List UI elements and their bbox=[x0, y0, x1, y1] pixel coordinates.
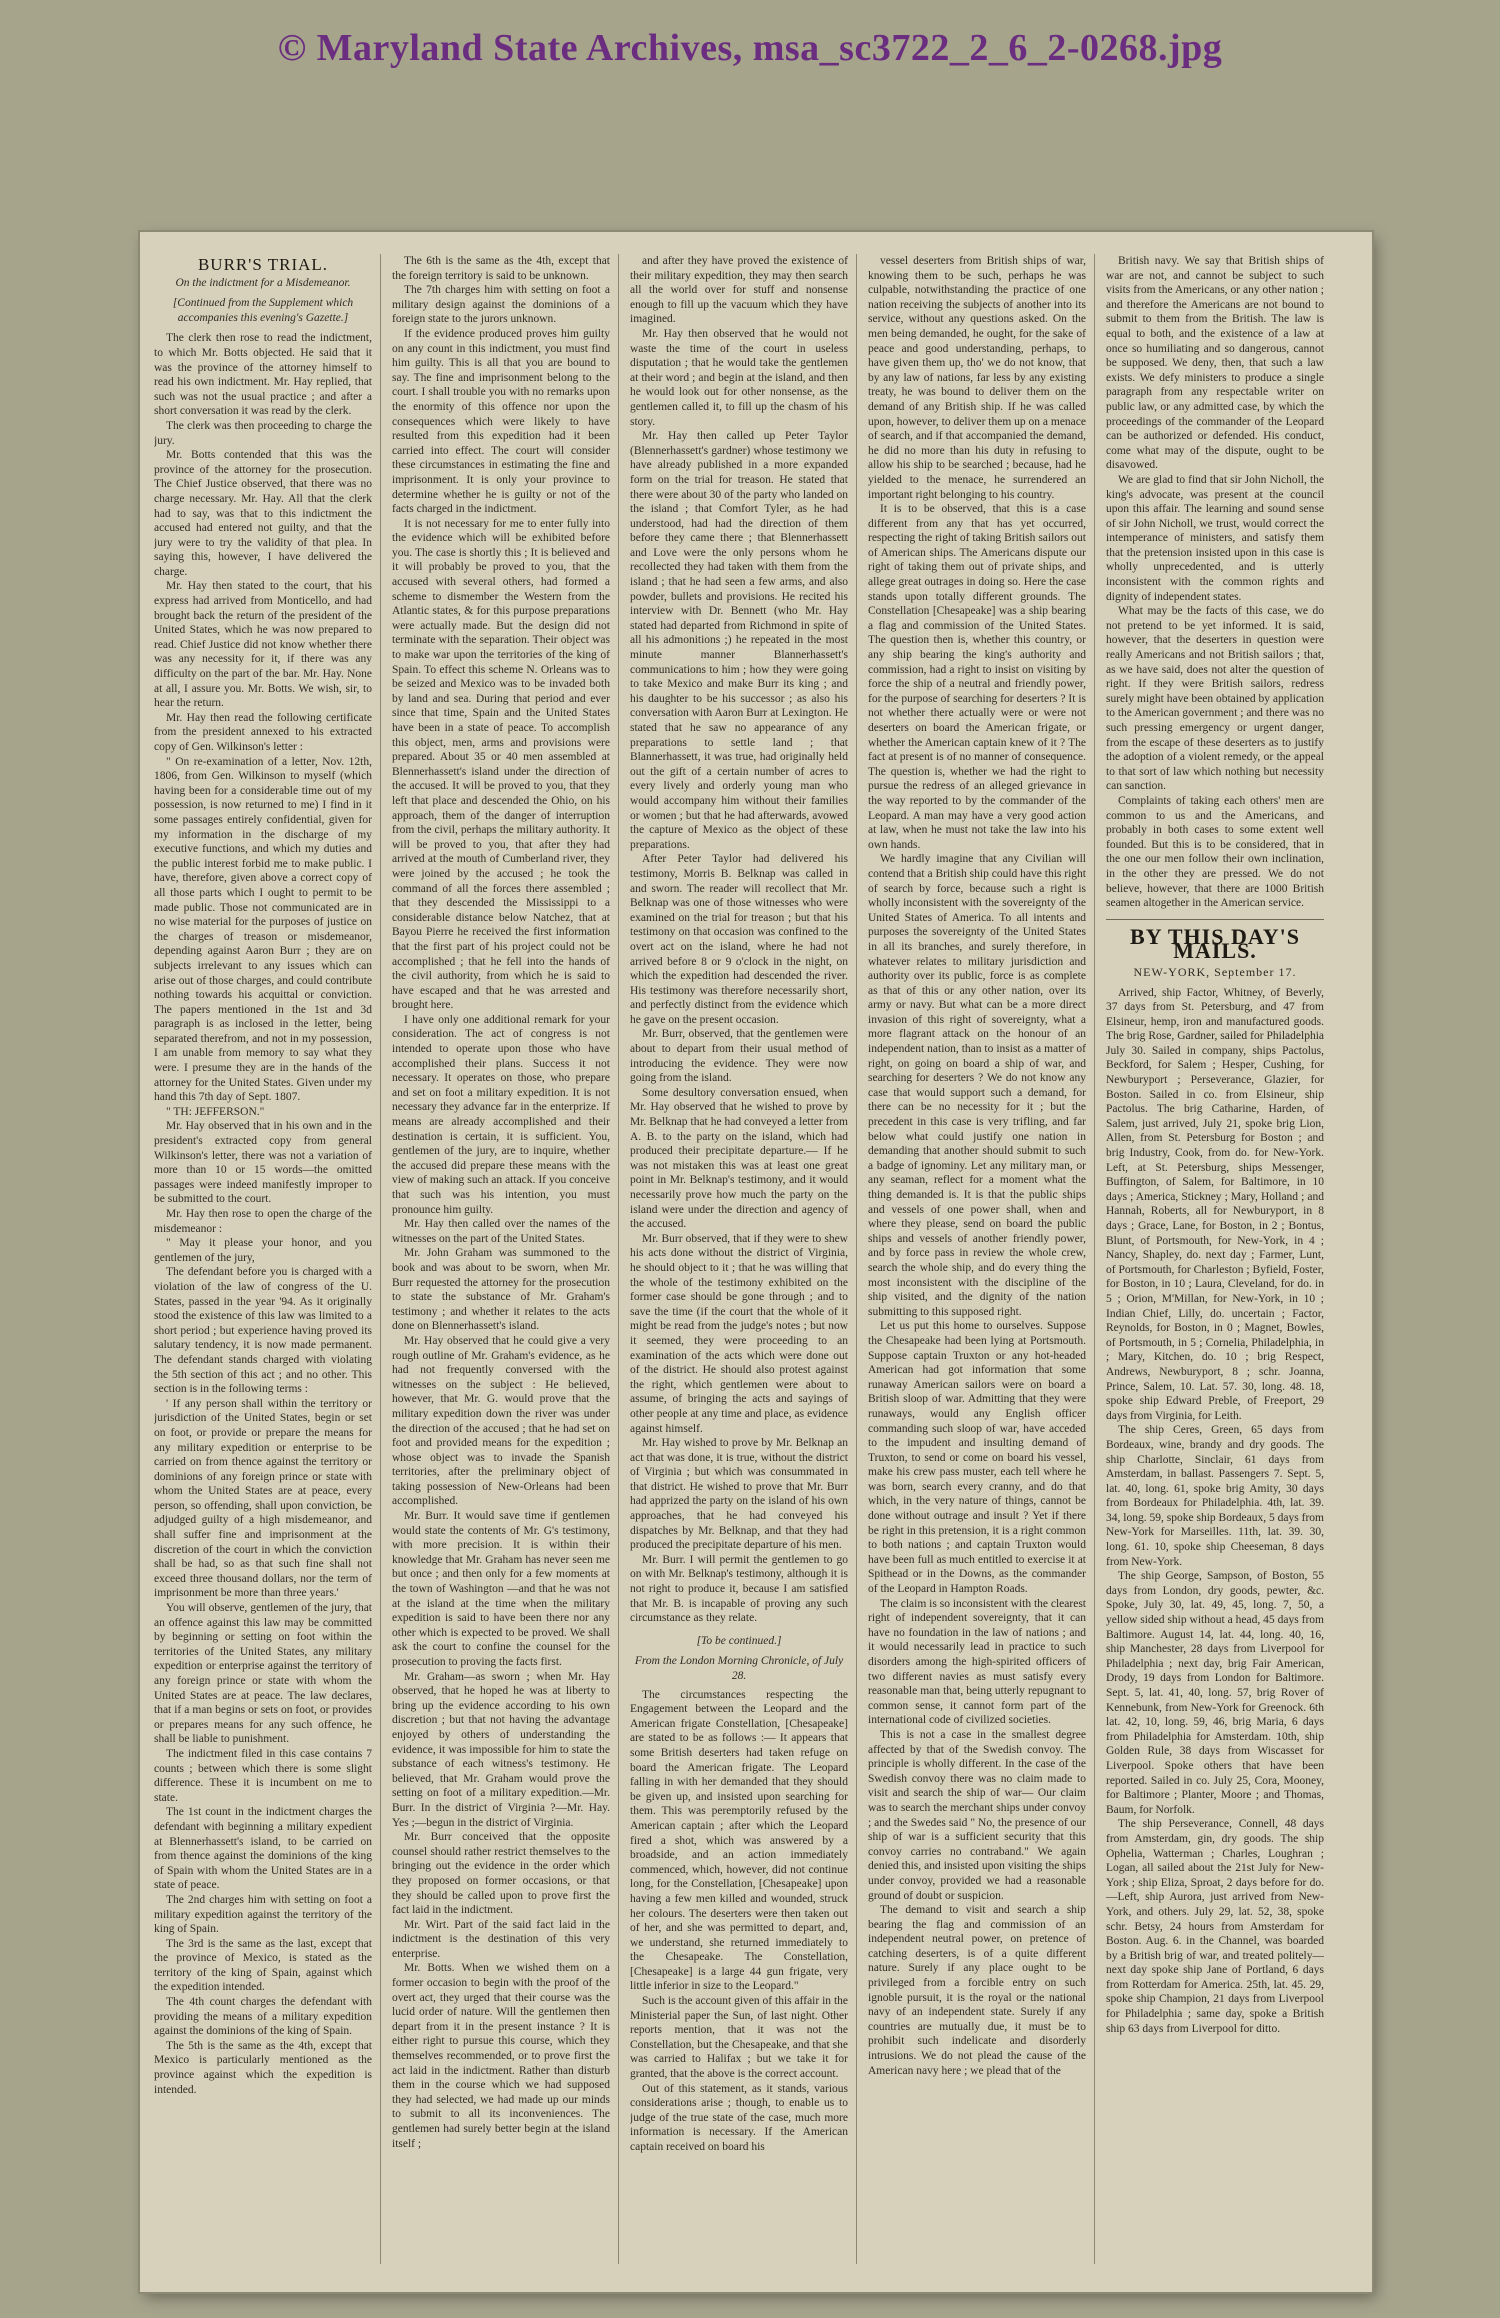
dateline: NEW-YORK, September 17. bbox=[1133, 964, 1297, 979]
paragraph: Let us put this home to ourselves. Suppose the Chesapeake had been lying at Portsmouth. Suppose captain Truxton or any hot-headed American had got information that some runaway American sailors were on board a British sloop of war. Admitting that they were runaways, would any English officer commanding such sloop of war, have acceded to the impudent and insulting demand of Truxton, to send or come on board his vessel, make his crew pass muster, each tell where he was born, search every cranny, and do that which, in the very nature of things, cannot be done without outrage and insult ? Yet if there be right in this pretension, it is a right common to both nations ; and captain Truxton would have been full as much entitled to exercise it at Spithead or in the Downs, as the commander of the Leopard in Hampton Roads. bbox=[868, 1320, 1086, 1596]
paragraph: ' If any person shall within the territory or jurisdiction of the United States, begin or set on foot, or provide or prepare the means for any military expedition or enterprise to be carried on from thence against the territory or dominions of any foreign prince or state with whom the United States are at peace, every person, so offending, shall upon conviction, be adjudged guilty of a high misdemeanor, and shall suffer fine and imprisonment at the discretion of the court in which the conviction shall be had, so as that such fine shall not exceed three thousand dollars, nor the term of imprisonment be more than three years.' bbox=[154, 1397, 372, 1600]
paragraph: " On re-examination of a letter, Nov. 12th, 1806, from Gen. Wilkinson to myself (which having been for a considerable time out of my possession, is now returned to me) I find in it some passages entirely confidential, given for my information in the discharge of my executive functions, and which my duties and the public interest forbid me to make public. I have, therefore, given above a correct copy of all those parts which I ought to permit to be made public. Those not communicated are in no wise material for the purposes of justice on the charges of treason or misdemeanor, depending against Aaron Burr ; they are on subjects irrelevant to any issues which can arise out of those charges, and could contribute nothing towards his acquittal or conviction. The papers mentioned in the 1st and 3d paragraph is as inclosed in the letter, being separated therefrom, and not in my possession, I am unable from memory to say what they were. I presume they are in the hands of the attorney for the United States. Given under my hand this 7th day of Sept. 1807. bbox=[154, 755, 372, 1104]
paragraph: Mr. Burr conceived that the opposite counsel should rather restrict themselves to the bringing out the evidence in the order which they proposed on former occasions, or that they should be called upon to prove first the fact laid in the indictment. bbox=[392, 1831, 610, 1917]
paragraph-list bbox=[868, 254, 1086, 2078]
paragraph-list bbox=[154, 331, 372, 2097]
paragraph: The 6th is the same as the 4th, except that the foreign territory is said to be unknown. bbox=[392, 255, 610, 282]
paragraph: The ship Ceres, Green, 65 days from Bordeaux, wine, brandy and dry goods. The ship Charlotte, Sinclair, 61 days from Amsterdam, in ballast. Passengers 7. Sept. 5, lat. 40, long. 61, spoke brig Amity, 30 days from Bordeaux for Philadelphia. 4th, lat. 39. 34, long. 59, spoke ship Bordeaux, 5 days from New-York for Marseilles. 11th, lat. 39. 30, long. 61. 10, spoke ship Cheeseman, 8 days from New-York. bbox=[1106, 1424, 1324, 1568]
archive-watermark: © Maryland State Archives, msa_sc3722_2_6_2-0268.jpg bbox=[277, 27, 1223, 69]
paragraph-list bbox=[630, 254, 848, 1626]
paragraph: The 1st count in the indictment charges the defendant with beginning a military expedient at Blennerhassett's island, to be carried on from thence against the dominions of the king of Spain with whom the United States are in a state of peace. bbox=[154, 1806, 372, 1892]
paragraph: Mr. Botts. When we wished them on a former occasion to begin with the proof of the overt act, they urged that their course was the lucid order of nature. Will the gentlemen then depart from it in the present instance ? It is either right to pursue this course, which they themselves recommended, or to prove first the act laid in the indictment. Rather than disturb them in the course which we had supposed they had selected, we had made up our minds to submit to all its inconveniences. The gentlemen had surely better begin at the island itself ; bbox=[392, 1962, 610, 2150]
column-divider bbox=[618, 254, 619, 2264]
paragraph: Mr. Burr. I will permit the gentlemen to go on with Mr. Belknap's testimony, although it is not right to produce it, because I am satisfied that Mr. B. is incapable of proving any such circumstance as they relate. bbox=[630, 1553, 848, 1625]
paragraph: Mr. Hay then rose to open the charge of the misdemeanor : bbox=[154, 1208, 372, 1235]
source-line: From the London Morning Chronicle, of July 28. bbox=[634, 1655, 844, 1682]
paragraph: Mr. Graham—as sworn ; when Mr. Hay observed, that he hoped he was at liberty to bring up the evidence according to his own discretion ; but that not having the advantage enjoyed by others of understanding the evidence, it was impossible for him to state the substance of each witness's testimony. He believed, that Mr. Graham would prove the setting on foot of a military expedition.—Mr. Burr. In the district of Virginia ?—Mr. Hay. Yes ;—begun in the district of Virginia. bbox=[392, 1670, 610, 1829]
paragraph: Mr. Hay then read the following certificate from the president annexed to his extracted copy of Gen. Wilkinson's letter : bbox=[154, 711, 372, 753]
paragraph: The clerk was then proceeding to charge the jury. bbox=[154, 419, 372, 447]
paragraph: Mr. Hay wished to prove by Mr. Belknap an act that was done, it is true, without the district of Virginia ; but which was consummated in that district. He wished to prove that Mr. Burr had apprized the party on the island of his own approaches, that he had conveyed his dispatches by Mr. Belknap, and that they had produced the precipitate departure of his men. bbox=[630, 1437, 848, 1552]
column-divider bbox=[1094, 254, 1095, 2264]
paragraph: Out of this statement, as it stands, various considerations arise ; though, to enable us to judge of the true state of the case, much more information is necessary. If the American captain received on board his bbox=[630, 2082, 848, 2153]
paragraph: The 4th count charges the defendant with providing the means of a military expedition against the dominions of the king of Spain. bbox=[154, 1996, 372, 2038]
paragraph-list bbox=[630, 1688, 848, 2155]
column-5 bbox=[1106, 254, 1324, 2264]
column-3 bbox=[630, 254, 848, 2264]
article-subheading: On the indictment for a Misdemeanor. bbox=[175, 276, 351, 289]
paragraph: Mr. Hay then observed that he would not waste the time of the court in useless disputation ; that he would take the gentlemen at their word ; and begin at the island, and then he would look out for other nonsense, as the gentlemen called it, to fill up the chasm of his story. bbox=[630, 327, 848, 428]
paragraph-list bbox=[1106, 986, 1324, 2037]
paragraph: Mr. Burr observed, that if they were to shew his acts done without the district of Virginia, he should object to it ; that he was willing that the whole of the testimony exhibited on the former case should be gone through ; and to save the time (if the court that the whole of it might be read from the judge's notes ; but now it seemed, they were proceeding to an examination of the acts which were done out of the district. He should also protest against the right, which gentlemen were about to assume, of bringing the acts and sayings of other people at any time and place, as evidence against himself. bbox=[630, 1232, 848, 1435]
paragraph: The 2nd charges him with setting on foot a military expedition against the territory of the king of Spain. bbox=[154, 1893, 372, 1936]
paragraph: I have only one additional remark for your consideration. The act of congress is not intended to operate upon those who have accomplished their plans. Success it not necessary. It operates on those, who prepare and set on foot a military expedition. It is not necessary they advance far in the enterprize. If means are already accomplished and their destination is certain, it is sufficient. You, gentlemen of the jury, are to inquire, whether the accused did prepare these means with the view of making such an attack. If you conceive that such was his intention, you must pronounce him guilty. bbox=[392, 1013, 610, 1216]
paragraph: The ship George, Sampson, of Boston, 55 days from London, dry goods, pewter, &c. Spoke, July 30, lat. 49, 45, long. 7, 50, a yellow sided ship without a head, 45 days from Baltimore. August 14, lat. 44, long. 40, 16, ship Manchester, 28 days from Liverpool for Philadelphia ; next day, brig Fair American, Drody, 19 days from London for Baltimore. Sept. 5, lat. 41, 40, long. 57, brig Rover of Kennebunk, from New-York for Greenock. 6th lat. 42, 10, long. 59, 46, brig Maria, 6 days from Philadelphia for Amsterdam. 10th, ship Golden Rule, 38 days from Wiscasset for Liverpool. Spoke others that have been reported. Sailed in co. July 25, Cora, Mooney, for Baltimore ; Planter, Moore ; and Thomas, Baum, for Norfolk. bbox=[1106, 1570, 1324, 1816]
paragraph: You will observe, gentlemen of the jury, that an offence against this law may be committed by beginning or setting on foot within the territories of the United States, any military expedition or enterprise against the territory of any foreign prince or state with whom the United States are at peace. The law declares, that if a man begins or sets on foot, or provides or prepares means for any such offence, he shall be liable to punishment. bbox=[154, 1602, 372, 1746]
article-heading: BURR'S TRIAL. bbox=[197, 255, 329, 274]
paragraph: Mr. Hay observed that in his own and in the president's extracted copy from general Wilkinson's letter, there was not a variation of more than 10 or 15 words—the omitted passages were indeed manifestly improper to be submitted to the court. bbox=[154, 1120, 372, 1206]
paragraph: After Peter Taylor had delivered his testimony, Morris B. Belknap was called in and sworn. The reader will recollect that Mr. Belknap was one of those witnesses who were examined on the trial for treason ; but that his testimony on that occasion was confined to the overt act on the island, where he had not arrived before 8 or 9 o'clock in the night, on which the expedition had descended the river. His testimony was therefore necessarily short, and perfectly distinct from the evidence which he gave on the present occasion. bbox=[630, 853, 848, 1026]
paragraph: Some desultory conversation ensued, when Mr. Hay observed that he wished to prove by Mr. Belknap that he had conveyed a letter from A. B. to the party on the island, which had produced their precipitate departure.— If he was not mistaken this was at least one great point in Mr. Belknap's testimony, and it would necessarily prove how much the party on the island were under the direction and agency of the accused. bbox=[630, 1086, 848, 1231]
paragraph: We hardly imagine that any Civilian will contend that a British ship could have this right of search by force, because such a right is wholly inconsistent with the sovereignty of the United States of America. To all intents and purposes the sovereignty of the United States in all its branches, and surely therefore, in whatever relates to military jurisdiction and authority over its public, force is as complete as that of this or any other nation, over its army or navy. But what can be a more direct invasion of this right of sovereignty, what a more flagrant attack on the honour of an independent nation, than to insist as a matter of right, on going on board a ship of war, and searching for deserters ? We do not know any case that would support such a demand, for there can be no necessity for it ; but the precedent in this case is very trifling, and far below what could justify one nation in demanding that another should submit to such a badge of ignominy. Let any military man, or any seaman, reflect for a moment what the thing demanded is. It is that the public ships and vessels of one power shall, when and where they please, send on board the public ships and vessels of another friendly power, and by force pass in review the whole crew, search the whole ship, and do every thing the most inconsistent with the discipline of the ship visited, and the dignity of the nation submitting to this supposed right. bbox=[868, 853, 1086, 1318]
newspaper-page bbox=[140, 232, 1372, 2292]
column-2 bbox=[392, 254, 610, 2264]
paragraph: " TH: JEFFERSON." bbox=[166, 1105, 265, 1118]
mails-heading: BY THIS DAY'S MAILS. bbox=[1106, 919, 1324, 959]
paragraph: Mr. Hay observed that he could give a very rough outline of Mr. Graham's evidence, as he had not frequently conversed with the witnesses on the subject : He believed, however, that Mr. G. would prove that the military expedition down the river was under the direction of the accused ; that he had set on foot and provided means for the expedition ; whose object was to invade the Spanish territories, after the preliminary object of taking possession of New-Orleans had been accomplished. bbox=[392, 1334, 610, 1508]
paragraph: The ship Perseverance, Connell, 48 days from Amsterdam, gin, dry goods. The ship Ophelia, Watterman ; Charles, Loughran ; Logan, all sailed about the 21st July for New-York ; ship Eliza, Sproat, 2 days before for do.—Left, ship Aurora, just arrived from New-York, and others. July 29, lat. 52, 38, spoke schr. Betsy, 24 hours from Amsterdam for Boston. Aug. 6. in the Channel, was boarded by a British brig of war, and treated politely—next day spoke ship Jane of Portland, 6 days from Rotterdam for America. 25th, lat. 45. 29, spoke ship Champion, 21 days from Liverpool for Philadelphia ; same day, spoke a British ship 63 days from Liverpool for ditto. bbox=[1106, 1818, 1324, 2035]
paragraph: The 3rd is the same as the last, except that the province of Mexico, is stated as the territory of the king of Spain, against which the expedition intended. bbox=[154, 1937, 372, 1994]
paragraph: If the evidence produced proves him guilty on any count in this indictment, you must find him guilty. This is all that you are bound to say. The fine and imprisonment belong to the court. I shall trouble you with no remarks upon the enormity of this offence nor upon the consequences which were likely to have resulted from this expedition had it been carried into effect. The court will consider these circumstances in estimating the fine and imprisonment. It is only your province to determine whether he is guilty or not of the facts charged in the indictment. bbox=[392, 327, 610, 516]
paragraph: The 7th charges him with setting on foot a military design against the dominions of a foreign state to the jurors unknown. bbox=[392, 284, 610, 326]
paragraph: and after they have proved the existence of their military expedition, they may then search all the world over for stuff and nonsense enough to fill up the vacuum which they have imagined. bbox=[630, 255, 848, 326]
paragraph: Mr. Hay then called over the names of the witnesses on the part of the United States. bbox=[392, 1218, 610, 1245]
continued-note: [To be continued.] bbox=[696, 1634, 782, 1647]
paragraph-list bbox=[392, 254, 610, 2151]
paragraph: Mr. Hay then stated to the court, that his express had arrived from Monticello, and had brought back the return of the president of the United States, which he was now prepared to read. Chief Justice did not know whether there was any necessity for it, if there was any difficulty on the part of the bar. Mr. Hay. None at all, I assure you. Mr. Botts. We wish, sir, to hear the return. bbox=[154, 580, 372, 710]
column-4 bbox=[868, 254, 1086, 2264]
column-1 bbox=[154, 254, 372, 2264]
paragraph: British navy. We say that British ships of war are not, and cannot be subject to such visits from the Americans, or any other nation ; and therefore the Americans are not bound to submit to them from the British. The law is equal to both, and the existence of a law at once so humiliating and so dangerous, cannot be supposed. We deny, then, that such a law exists. We defy ministers to produce a single paragraph from any respectable writer on public law, or any admitted case, by which the proceedings of the commander of the Leopard can be authorized or defended. His conduct, come what may of the dispute, ought to be disavowed. bbox=[1106, 255, 1324, 472]
paragraph: Such is the account given of this affair in the Ministerial paper the Sun, of last night. Other reports mention, that it was not the Constellation, but the Chesapeake, and that she was carried to Halifax ; but we take it for granted, that the above is the correct account. bbox=[630, 1995, 848, 2081]
paragraph: The clerk then rose to read the indictment, to which Mr. Botts objected. He said that it was the province of the attorney himself to read his own indictment. Mr. Hay replied, that such was not the usual practice ; and after a short conversation it was read by the clerk. bbox=[154, 332, 372, 418]
paragraph: Mr. John Graham was summoned to the book and was about to be sworn, when Mr. Burr requested the attorney for the prosecution to state the substance of Mr. Graham's testimony ; and whether it relates to the acts done on Blennerhassett's island. bbox=[392, 1247, 610, 1333]
paragraph: The claim is so inconsistent with the clearest right of independent sovereignty, that it can have no foundation in the law of nations ; and it would necessarily lead in practice to such disorders among the high-spirited officers of two different navies as must satisfy every reasonable man that, being utterly repugnant to common sense, it cannot form part of the international code of civilized societies. bbox=[868, 1597, 1086, 1727]
column-divider bbox=[856, 254, 857, 2264]
paragraph: Arrived, ship Factor, Whitney, of Beverly, 37 days from St. Petersburg, and 47 from Elsineur, hemp, iron and manufactured goods. The brig Rose, Gardner, sailed for Philadelphia July 30. Sailed in company, ships Pactolus, Beckford, for Salem ; Hesper, Cushing, for Newburyport ; Perseverance, Glazier, for Boston. Sailed in co. from Elsineur, ship Pactolus. The brig Catharine, Harden, of Salem, just arrived, July 21, spoke brig Lion, Allen, from St. Petersburg for Boston ; and brig Industry, Cook, from do. for New-York. Left, at St. Petersburg, ships Messenger, Buffington, of Salem, for Baltimore, in 10 days ; America, Stickney ; Mary, Holland ; and Hannah, Roberts, all for Newburyport, in 8 days ; Grace, Lane, for Boston, in 2 ; Bontus, Blunt, of Portsmouth, for New-York, in 4 ; Nancy, Shapley, do. next day ; Farmer, Lunt, of Portsmouth, for Charleston ; Byfield, Foster, for Boston, in 10 ; Laura, Cleveland, for do. in 5 ; Orion, M'Millan, for New-York, in 10 ; Indian Chief, Lilly, do. uncertain ; Factor, Reynolds, for Boston, in 0 ; Magnet, Bowles, of Portsmouth, in 5 ; Cornelia, Philadelphia, in ; Mary, Kitchen, do. 10 ; brig Respect, Andrews, Newburyport, 8 ; schr. Joanna, Prince, Salem, 10. Lat. 57. 30, long. 48. 18, spoke ship Edward Preble, of Freeport, 29 days from Virginia, for Leith. bbox=[1106, 986, 1324, 1422]
paragraph: Mr. Burr. It would save time if gentlemen would state the contents of Mr. G's testimony, with more precision. It is within their knowledge that Mr. Graham has never seen me but once ; and then only for a few moments at the town of Washington —and that he was not at the island at the time when the military expedition is said to have been there nor any other which is expected to be proved. We shall ask the court to confine the counsel for the prosecution to proving the facts first. bbox=[392, 1510, 610, 1668]
paragraph: This is not a case in the smallest degree affected by that of the Swedish convoy. The principle is wholly different. In the case of the Swedish convoy there was no claim made to visit and search the ship of war— Our claim was to search the merchant ships under convoy ; and the Swedes said " No, the presence of our ship of war is a sufficient security that this convoy carries no contraband." We again denied this, and insisted upon visiting the ships under convoy, provided we had a reasonable ground of doubt or suspicion. bbox=[868, 1728, 1086, 1902]
paragraph: It is to be observed, that this is a case different from any that has yet occurred, respecting the right of taking British sailors out of American ships. The Americans dispute our right of taking them out of private ships, and allege great outrages in doing so. Here the case stands upon totally different grounds. The Constellation [Chesapeake] was a ship bearing a flag and commission of the United States. The question then is, whether this country, or any ship bearing the king's authority and commission, had a right to insist on visiting by force the ship of a neutral and friendly power, for the purpose of searching for deserters ? It is not whether there actually were or were not deserters on board the American frigate, or whether the American captain knew of it ? The fact at present is of no manner of consequence. The question is, whether we had the right to pursue the redress of an alleged grievance in the way reported to by the commander of the Leopard. A man may have a very good action at law, when he must not take the law into his own hands. bbox=[868, 503, 1086, 851]
paragraph: The 5th is the same as the 4th, except that Mexico is particularly mentioned as the province against which the expedition is intended. bbox=[154, 2039, 372, 2096]
paragraph-list bbox=[1106, 254, 1324, 911]
article-note: [Continued from the Supplement which accompanies this evening's Gazette.] bbox=[172, 297, 354, 324]
paragraph: Mr. Hay then called up Peter Taylor (Blennerhassett's gardner) whose testimony we have already published in a more expanded form on the trial for treason. He stated that there were about 30 of the party who landed on the island ; that Comfort Tyler, as he had understood, had had the direction of them before they came there ; that Blennerhassett and Love were the only persons whom he recollected they had taken with them from the island ; that he had seen a few arms, and also powder, bullets and provisions. He recited his interview with Dr. Bennett (who Mr. Hay stated had departed from Richmond in spite of all his admonitions ;) he repeated in the most minute manner Blannerhassett's communications to him ; how they were going to take Mexico and make Burr its king ; and his daughter to be his successor ; as also his conversation with Aaron Burr at Lexington. He stated that he saw no appearance of any preparations to settle land ; that Blannerhassett, it was true, had originally held out the gift of a certain number of acres to every lively and orderly young man who would accompany him without their families or women ; but that he had afterwards, avowed the capture of Mexico as the object of these preparations. bbox=[630, 430, 848, 851]
paragraph: Complaints of taking each others' men are common to us and the Americans, and probably in both cases to some extent well founded. But this is to be considered, that in the one our men follow their own inclination, in the other they are pressed. We do not believe, however, that there are 1000 British seamen altogether in the American service. bbox=[1106, 794, 1324, 910]
paragraph: " May it please your honor, and you gentlemen of the jury, bbox=[154, 1237, 372, 1264]
paragraph: Mr. Wirt. Part of the said fact laid in the indictment is the destination of this very enterprise. bbox=[392, 1918, 610, 1960]
paragraph: Mr. Botts contended that this was the province of the attorney for the prosecution. The Chief Justice observed, that there was no charge necessary. Mr. Hay. All that the clerk had to say, was that to this indictment the accused had entered not guilty, and that the jury were to try the validity of that plea. In saying this, however, I have delivered the charge. bbox=[154, 449, 372, 578]
paragraph: Mr. Burr, observed, that the gentlemen were about to depart from their usual method of introducing the evidence. They were now going from the island. bbox=[630, 1028, 848, 1085]
paragraph: vessel deserters from British ships of war, knowing them to be such, perhaps he was culpable, notwithstanding the practice of one nation receiving the subjects of another into its service, without any questions asked. On the men being demanded, he ought, for the sake of peace and good understanding, perhaps, to have given them up, tho' we do not know, that by any law of nations, far less by any existing treaty, he was bound to deliver them on the demand of any British ship. If he was called upon, however, to deliver them up on a menace of search, and if that accompanied the demand, he did no more than his duty in refusing to allow his ship to be searched ; because, had he yielded to the menace, he surrendered an important right belonging to his country. bbox=[868, 255, 1086, 501]
paragraph: What may be the facts of this case, we do not pretend to be yet informed. It is said, however, that the deserters in question were really Americans and not British sailors ; that, as we have said, does not alter the question of right. If they were British sailors, redress surely might have been obtained by application to the American government ; and there was no such pressing emergency or urgent danger, from the escape of these deserters as to justify the adoption of a violent remedy, or the appeal to that sort of law which nothing but necessity can sanction. bbox=[1106, 605, 1324, 793]
paragraph: The circumstances respecting the Engagement between the Leopard and the American frigate Constellation, [Chesapeake] are stated to be as follows :— It appears that some British deserters had taken refuge on board the American frigate. The Leopard falling in with her demanded that they should be given up, and insisted upon searching for them. This was peremptorily refused by the American captain ; after which the Leopard fired a shot, which was answered by a broadside, and an action immediately commenced, which, however, did not continue long, for the Constellation, [Chesapeake] upon having a few men killed and wounded, struck her colours. The deserters were then taken out of her, and she was permitted to depart, and, we understand, she returned immediately to the Chesapeake. The Constellation, [Chesapeake] is a large 44 gun frigate, very little inferior in size to the Leopard." bbox=[630, 1688, 848, 1993]
paragraph: The demand to visit and search a ship bearing the flag and commission of an independent neutral power, on pretence of catching deserters, is of a quite different nature. Surely if any place ought to be privileged from a forcible entry on such ignoble pursuit, it is the royal or the national navy of an independent state. Surely if any countries are mutually due, it must be to prohibit such indelicate and disorderly intrusions. We do not plead the cause of the American navy here ; we plead that of the bbox=[868, 1904, 1086, 2077]
paragraph: The indictment filed in this case contains 7 counts ; between which there is some slight difference. These it is incumbent on me to state. bbox=[154, 1747, 372, 1804]
column-divider bbox=[380, 254, 381, 2264]
paragraph: We are glad to find that sir John Nicholl, the king's advocate, was present at the council upon this affair. The learning and sound sense of sir John Nicholl, we trust, would correct the intemperance of ministers, and satisfy them that the pretension insisted upon in this case is wholly unprecedented, and is utterly inconsistent with the common rights and dignity of independent states. bbox=[1106, 473, 1324, 603]
paragraph: The defendant before you is charged with a violation of the law of congress of the U. States, passed in the year '94. As it originally stood the existence of this law was limited to a short period ; but experience having proved its salutary tendency, it is now made permanent. The defendant stands charged with violating the 5th section of this act ; and no other. This section is in the following terms : bbox=[154, 1266, 372, 1396]
paragraph: It is not necessary for me to enter fully into the evidence which will be exhibited before you. The case is shortly this ; It is believed and it will probably be proved to you, that the accused with several others, had formed a scheme to dismember the Western from the Atlantic states, & for this purpose preparations were actually made. But the design did not terminate with the separation. Their object was to make war upon the territories of the king of Spain. To effect this scheme N. Orleans was to be seized and Mexico was to be invaded both by land and sea. During that period and ever since that time, Spain and the United States have been in a state of peace. To accomplish this object, men, arms and provisions were prepared. About 35 or 40 men assembled at Blennerhassett's island under the direction of the accused. It will be proved to you, that they left that place and descended the Ohio, on his approach, them of the danger of interruption from the civil, perhaps the military authority. It will be proved to you, that after they had arrived at the mouth of Cumberland river, they were joined by the accused ; he took the command of all the forces there assembled ; that they descended the Mississippi to a considerable distance below Natchez, that at Bayou Pierre he received the first information that the first part of his project could not be accomplished ; that he fell into the hands of the civil authority, from which he is said to have escaped and that he was arrested and brought here. bbox=[392, 517, 610, 1012]
